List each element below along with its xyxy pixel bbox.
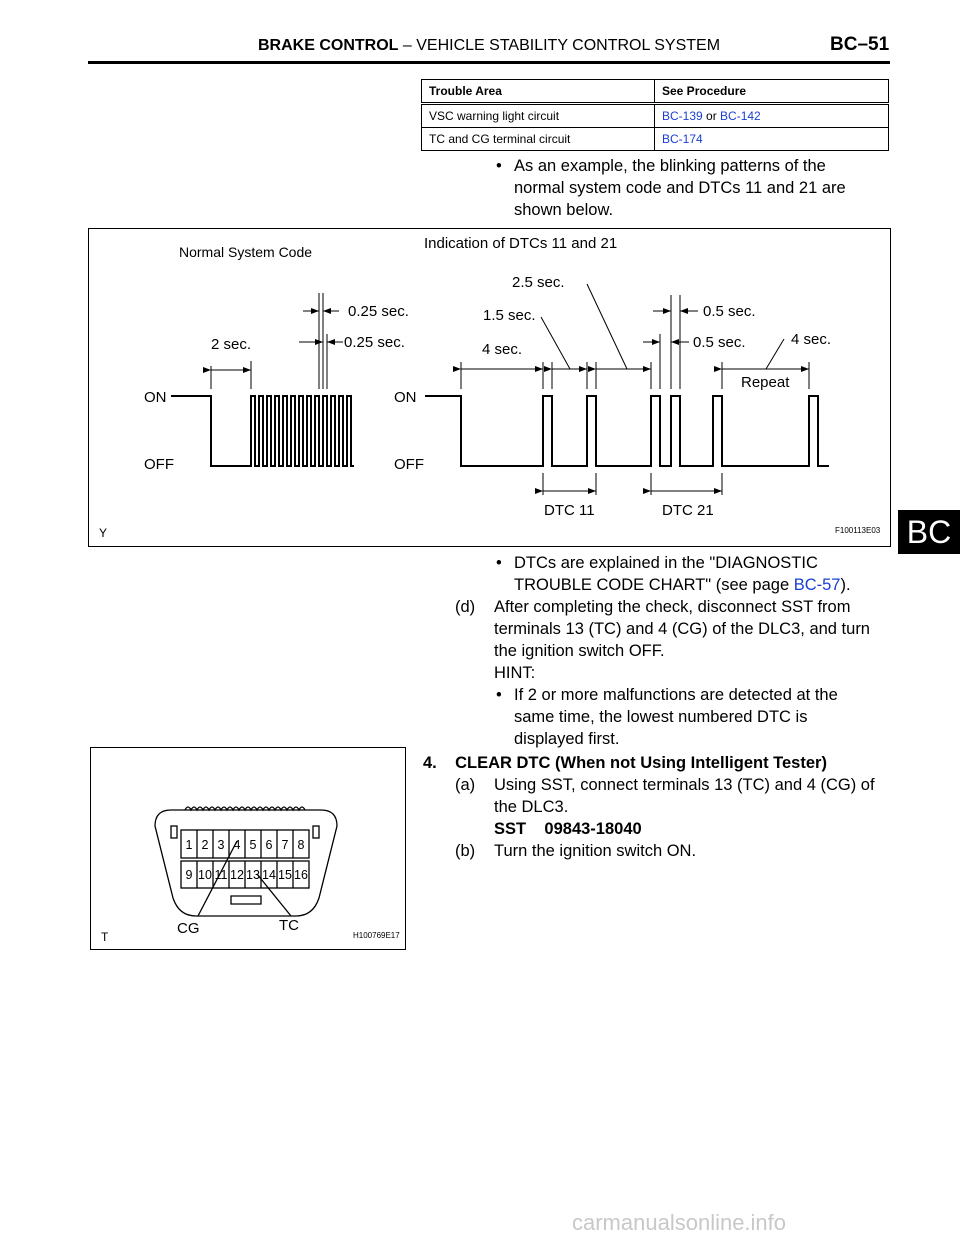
on-label: ON [394,389,417,406]
duration-label: 1.5 sec. [483,307,536,324]
header-separator: – [402,37,412,54]
table-header: Trouble Area [422,80,655,104]
pin-number: 2 [201,838,209,852]
bullet-text-line: DTCs are explained in the "DIAGNOSTIC [514,554,818,572]
pin-number: 1 [185,838,193,852]
pin-number: 10 [198,868,212,882]
table-header-row [422,80,889,104]
off-label: OFF [394,456,424,473]
pin-number: 13 [246,868,260,882]
duration-label: 2.5 sec. [512,274,565,291]
table-cell-procedure [655,128,889,151]
dlc3-connector-figure [90,747,406,950]
sst-number: SST 09843-18040 [494,820,642,838]
duration-label: 0.25 sec. [344,334,405,351]
section-tab: BC [898,510,960,554]
pin-number: 16 [294,868,308,882]
duration-label: 0.25 sec. [348,303,409,320]
repeat-label: Repeat [741,374,790,391]
duration-label: 4 sec. [791,331,832,348]
step-text-line: the DLC3. [494,798,569,816]
bullet-text: TROUBLE CODE CHART" (see page [514,576,794,594]
watermark: carmanualsonline.info [572,1210,787,1235]
bullet-text-line [514,574,851,596]
pin-number: 9 [185,868,193,882]
bullet-mark: • [496,157,502,175]
step-text-line: Using SST, connect terminals 13 (TC) and 4 (CG) of [494,776,875,794]
pin-number: 8 [297,838,305,852]
bullet-text-line: displayed first. [514,730,620,748]
pin-number: 3 [217,838,225,852]
pin-number: 15 [278,868,292,882]
duration-label: 0.5 sec. [703,303,756,320]
header-rule [88,61,890,64]
page-link[interactable]: BC-57 [793,576,841,594]
on-label: ON [144,389,167,406]
procedure-link[interactable]: BC-139 [662,109,703,123]
step-text-line: After completing the check, disconnect SST from [494,598,851,616]
bullet-mark: • [496,554,502,572]
procedure-link[interactable]: BC-174 [662,132,703,146]
table-header: See Procedure [655,80,889,104]
page-header-title [258,37,720,55]
step-4-heading: 4. CLEAR DTC (When not Using Intelligent Tester) [423,754,827,772]
table-row [422,128,889,151]
bullet-text-line: shown below. [514,201,614,219]
pin-number: 14 [262,868,276,882]
duration-label: 2 sec. [211,336,252,353]
off-label: OFF [144,456,174,473]
table-cell-area: TC and CG terminal circuit [422,128,655,151]
bullet-mark: • [496,686,502,704]
step-marker: (b) [455,842,476,860]
blink-pattern-figure [88,228,891,547]
dtc-indication-title: Indication of DTCs 11 and 21 [424,235,618,252]
figure-corner-letter: T [101,930,109,944]
dtc11-label: DTC 11 [544,502,595,519]
pin-number: 6 [265,838,273,852]
header-section: BRAKE CONTROL [258,37,399,54]
step-marker: (d) [455,598,476,616]
pin-number: 12 [230,868,244,882]
pin-number: 5 [249,838,257,852]
cg-terminal-label: CG [177,920,200,937]
step-marker: (a) [455,776,476,794]
bullet-text-line: normal system code and DTCs 11 and 21 are [514,179,846,197]
duration-label: 4 sec. [482,341,523,358]
pin-number: 4 [233,838,241,852]
link-joiner: or [702,109,721,123]
dlc3-connector-diagram [91,748,405,949]
step-text-line: terminals 13 (TC) and 4 (CG) of the DLC3, and turn [494,620,870,638]
table-row [422,104,889,128]
bullet-text-line: As an example, the blinking patterns of the [514,157,826,175]
bullet-text-line: If 2 or more malfunctions are detected at the [514,686,838,704]
step-text-line: the ignition switch OFF. [494,642,665,660]
procedure-link[interactable]: BC-142 [720,109,761,123]
pin-number: 11 [214,868,228,882]
figure-corner-letter: Y [99,526,108,540]
tc-terminal-label: TC [279,917,299,934]
hint-label: HINT: [494,664,536,682]
dtc21-label: DTC 21 [662,502,714,519]
table-cell-area: VSC warning light circuit [422,104,655,128]
pin-number: 7 [281,838,289,852]
table-cell-procedure [655,104,889,128]
bullet-text-line: same time, the lowest numbered DTC is [514,708,808,726]
bullet-text: ). [840,576,851,594]
page-number: BC–51 [830,34,890,55]
figure-code: H100769E17 [353,931,400,940]
step-text-line: Turn the ignition switch ON. [494,842,697,860]
duration-label: 0.5 sec. [693,334,746,351]
trouble-area-table [421,79,889,151]
figure-code: F100113E03 [835,526,881,535]
header-subsection: VEHICLE STABILITY CONTROL SYSTEM [416,37,721,54]
blink-pattern-diagram [89,229,890,546]
normal-code-title: Normal System Code [179,244,313,260]
